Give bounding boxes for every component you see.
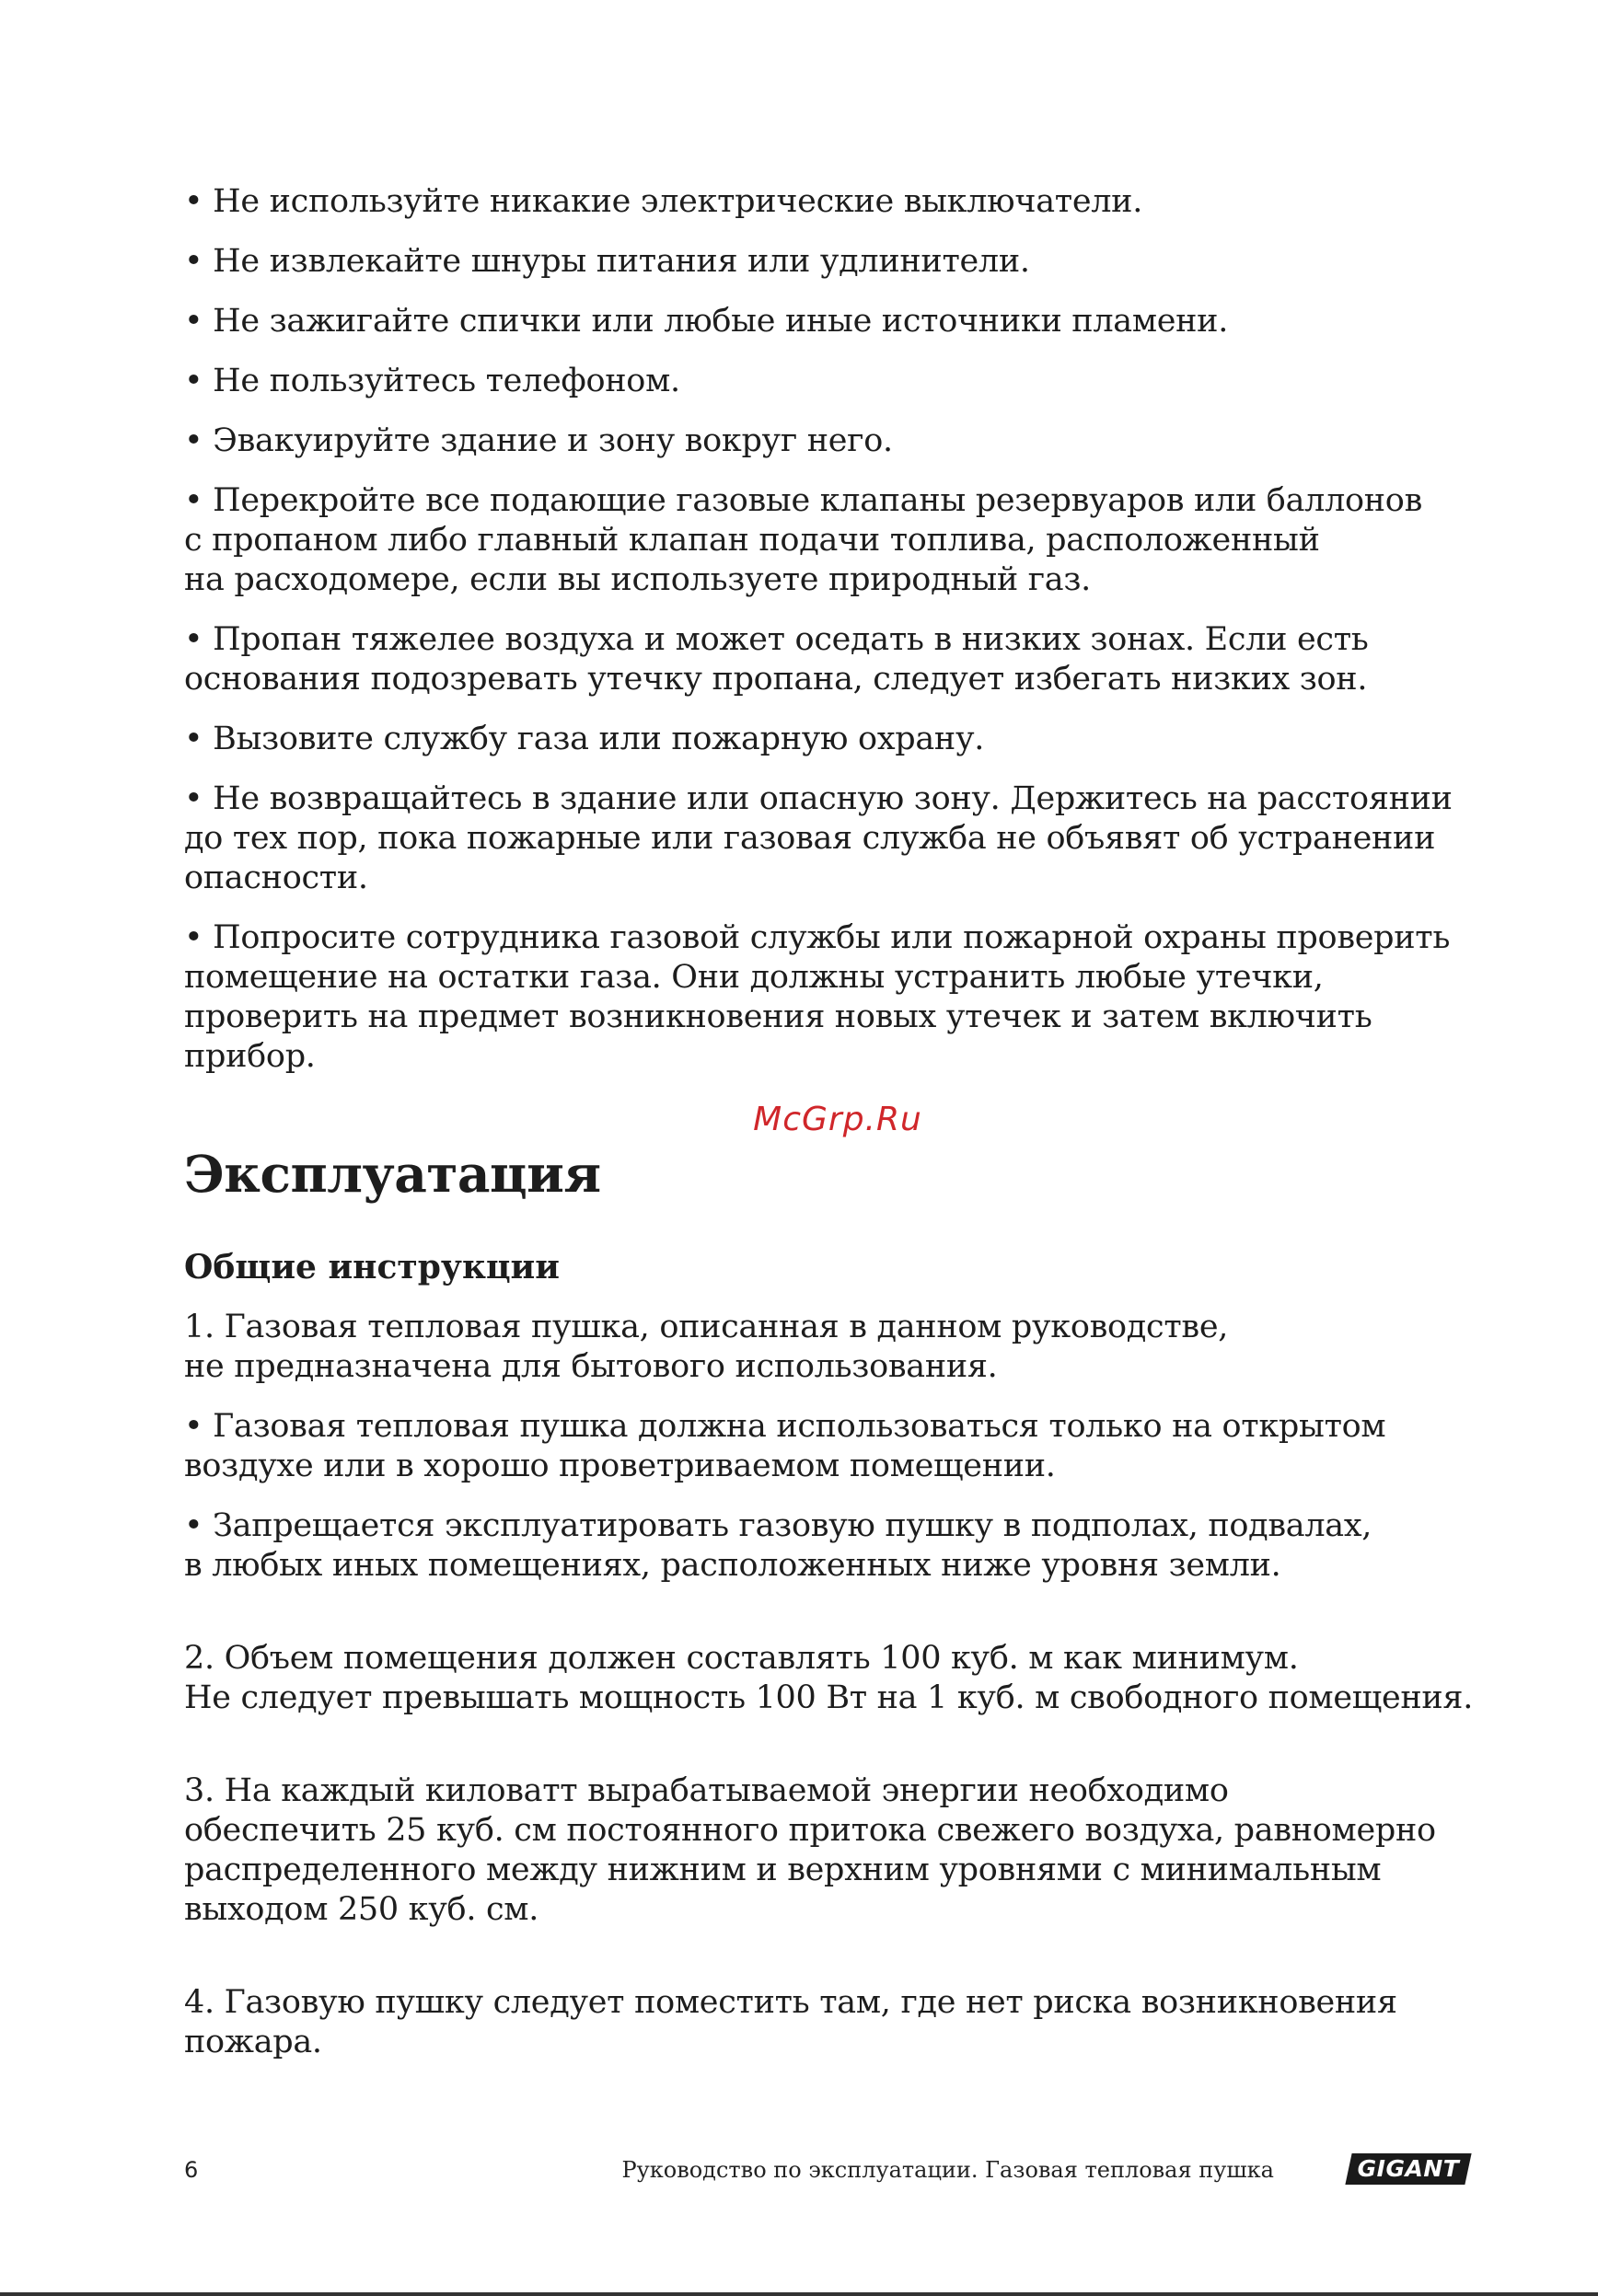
footer-doc-title: Руководство по эксплуатации. Газовая тепловая пушка [621,2157,1274,2183]
page-number: 6 [184,2157,199,2183]
bottom-divider [0,2292,1598,2296]
instruction-item-1: 1. Газовая тепловая пушка, описанная в данном руководстве, не предназначена для бытового использования. [184,1309,1229,1385]
logo-text: GIGANT [1357,2155,1460,2182]
section-title: Эксплуатация [184,1144,601,1204]
instruction-item-4: 4. Газовую пушку следует поместить там, где нет риска возникновения пожара. [184,1984,1397,2060]
bullet-evacuate: • Эвакуируйте здание и зону вокруг него. [184,422,893,459]
instruction-bullet-outdoor: • Газовая тепловая пушка должна использоваться только на открытом воздухе или в хорошо проветриваемом помещении. [184,1408,1386,1484]
bullet-no-switches: • Не используйте никакие электрические выключатели. [184,183,1143,220]
bullet-propane-heavier: • Пропан тяжелее воздуха и может оседать в низких зонах. Если есть основания подозревать утечку пропана, следует избегать низких зон. [184,621,1369,698]
watermark: McGrp.Ru [753,1101,922,1138]
bullet-do-not-return: • Не возвращайтесь в здание или опасную зону. Держитесь на расстоянии до тех пор, пока пожарные или газовая служба не объявят об устранении опасности. [184,780,1453,896]
instruction-bullet-no-basements: • Запрещается эксплуатировать газовую пушку в подполах, подвалах, в любых иных помещениях, расположенных ниже уровня земли. [184,1507,1372,1584]
bullet-close-valves: • Перекройте все подающие газовые клапаны резервуаров или баллонов с пропаном либо главный клапан подачи топлива, расположенный на расходомере, если вы используете природный газ. [184,482,1422,598]
page-footer [184,2152,1468,2188]
gigant-logo [1345,2153,1471,2185]
bullet-ask-inspection: • Попросите сотрудника газовой службы или пожарной охраны проверить помещение на остатки газа. Они должны устранить любые утечки, проверить на предмет возникновения новых утечек и затем включить прибор. [184,919,1451,1075]
instruction-item-2: 2. Объем помещения должен составлять 100 куб. м как минимум. Не следует превышать мощность 100 Вт на 1 куб. м свободного помещения. [184,1640,1474,1716]
subsection-title: Общие инструкции [184,1248,560,1286]
instruction-item-3: 3. На каждый киловатт вырабатываемой энергии необходимо обеспечить 25 куб. см постоянного притока свежего воздуха, равномерно распределенного между нижним и верхним уровнями с минимальным выходом 250 куб. см. [184,1772,1436,1928]
bullet-no-phone: • Не пользуйтесь телефоном. [184,363,680,399]
bullet-no-flames: • Не зажигайте спички или любые иные источники пламени. [184,303,1229,340]
bullet-call-service: • Вызовите службу газа или пожарную охрану. [184,721,985,757]
page-content [184,182,1491,2083]
bullet-no-cords: • Не извлекайте шнуры питания или удлинители. [184,243,1030,280]
